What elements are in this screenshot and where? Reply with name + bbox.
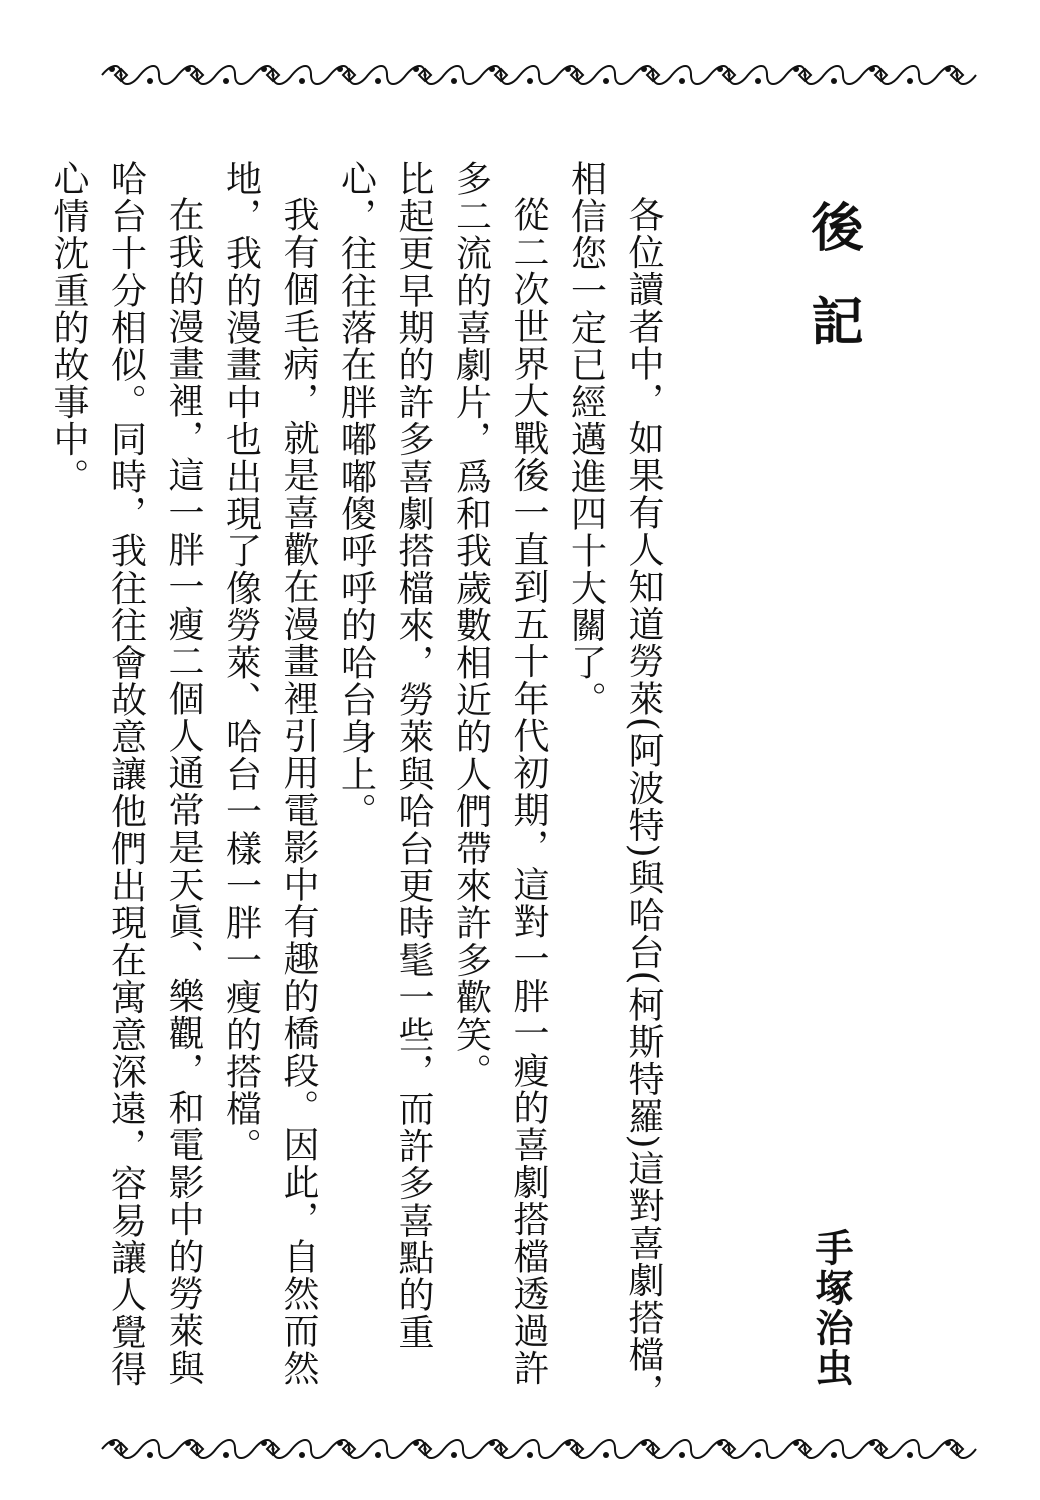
- paragraph: 在我的漫畫裡，這一胖一瘦二個人通常是天眞、樂觀，和電影中的勞萊與哈台十分相似。同時，我往往會故意讓他們出現在寓意深遠，容易讓人覺得心情沈重的故事中。: [48, 160, 204, 1388]
- page-title: 後記: [802, 200, 862, 388]
- ornamental-border-top: [100, 58, 980, 92]
- paragraph: 各位讀者中，如果有人知道勞萊(阿波特)與哈台(柯斯特羅)這對喜劇搭檔，相信您一定已經邁進四十大關了。: [565, 160, 664, 1411]
- afterword-body: [48, 160, 672, 1420]
- paragraph: 從二次世界大戰後一直到五十年代初期，這對一胖一瘦的喜劇搭檔透過許多二流的喜劇片，爲和我歲數相近的人們帶來許多歡笑。: [450, 160, 549, 1387]
- vine-ornament-icon: [100, 58, 980, 92]
- ornamental-border-bottom: [100, 1432, 980, 1466]
- paragraph: 比起更早期的許多喜劇搭檔來，勞萊與哈台更時髦一些，而許多喜點的重心，往往落在胖嘟嘟傻呼呼的哈台身上。: [335, 160, 434, 1351]
- author-name: 手塚治虫: [809, 1228, 853, 1388]
- vine-ornament-icon: [100, 1432, 980, 1466]
- paragraph: 我有個毛病，就是喜歡在漫畫裡引用電影中有趣的橋段。因此，自然而然地，我的漫畫中也出現了像勞萊、哈台一樣一胖一瘦的搭檔。: [220, 160, 319, 1387]
